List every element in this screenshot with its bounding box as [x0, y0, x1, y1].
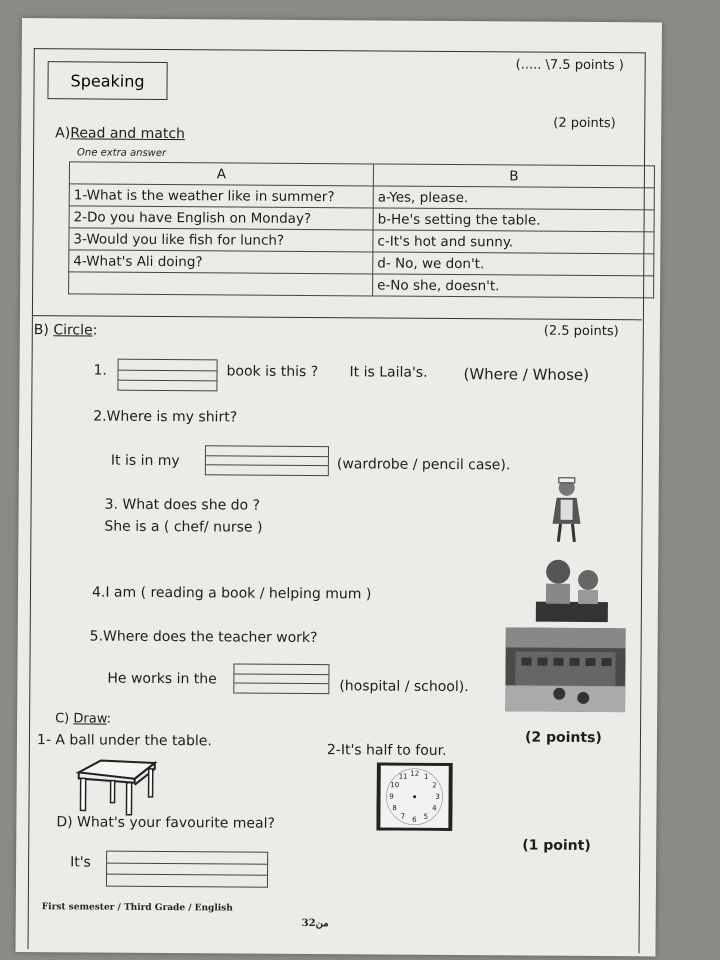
section-a-heading [55, 125, 185, 142]
q1-answer: It is Laila's. [349, 364, 428, 381]
q5-text: He works in the [107, 670, 217, 688]
section-b-title: Circle [53, 322, 93, 339]
answer-blank [205, 445, 329, 476]
section-title-box [47, 61, 167, 100]
question-cell: 4-What's Ali doing? [69, 250, 373, 274]
footer-page: 3من2 [301, 917, 329, 930]
nurse-illustration [544, 476, 589, 548]
clock-numeral: 10 [390, 781, 400, 790]
question-cell [69, 272, 373, 296]
question-cell: 2-Do you have English on Monday? [69, 206, 373, 230]
section-a-points: (2 points) [553, 115, 616, 132]
section-c-heading [55, 711, 111, 726]
q3-question: 3. What does she do ? [104, 496, 261, 514]
answer-blank [233, 663, 329, 694]
clock-numeral: 1 [423, 772, 429, 781]
section-c-points: (2 points) [524, 729, 602, 747]
q2-options: (wardrobe / pencil case). [336, 456, 511, 474]
match-table [68, 161, 655, 298]
answer-blank [117, 359, 217, 392]
col-b-header: B [373, 164, 654, 188]
total-points: (..... \7.5 points ) [515, 57, 624, 74]
q2-text: It is in my [110, 452, 180, 470]
clock-face [376, 762, 452, 831]
q5-options: (hospital / school). [339, 678, 469, 696]
worksheet-page [15, 18, 662, 956]
section-a-title: Read and match [70, 125, 185, 143]
section-a-note: One extra answer [77, 147, 167, 160]
draw-item-1: 1- A ball under the table. [36, 732, 212, 750]
school-illustration [505, 627, 626, 712]
clock-numeral: 9 [389, 792, 394, 801]
question-cell: 3-Would you like fish for lunch? [69, 228, 373, 252]
section-c-letter: C) [55, 711, 70, 727]
answer-cell: c-It's hot and sunny. [373, 230, 654, 254]
section-a-letter: A) [55, 125, 71, 142]
draw-item-2: 2-It's half to four. [326, 742, 447, 759]
table-row [69, 272, 654, 298]
section-b-colon: : [92, 322, 98, 339]
section-b-heading [34, 322, 98, 338]
answer-prefix: It's [70, 854, 91, 871]
footer-course: First semester / Third Grade / English [41, 902, 233, 914]
clock-numeral: 4 [432, 804, 437, 813]
section-c-title: Draw [73, 711, 107, 727]
clock-numeral: 11 [398, 772, 408, 781]
clock-numeral: 6 [412, 815, 417, 824]
section-d-question: D) What's your favourite meal? [56, 814, 276, 832]
section-b-letter: B) [33, 322, 49, 339]
clock-numeral: 7 [400, 812, 406, 821]
q1-number: 1. [93, 362, 107, 379]
table-drawing [74, 758, 158, 819]
children-illustration [534, 556, 610, 625]
clock-numeral: 5 [423, 812, 429, 821]
q2-question: 2.Where is my shirt? [93, 408, 238, 426]
clock-numeral: 8 [392, 804, 397, 813]
section-title: Speaking [70, 70, 145, 91]
answer-cell: a-Yes, please. [373, 186, 654, 210]
answer-cell: e-No she, doesn't. [373, 274, 654, 298]
answer-blank [106, 851, 268, 888]
clock-numeral: 2 [432, 781, 437, 790]
q1-options: (Where / Whose) [463, 365, 590, 384]
clock-numeral: 3 [435, 792, 440, 801]
q1-text: book is this ? [226, 363, 319, 381]
section-d-points: (1 point) [522, 837, 591, 854]
clock-numeral: 12 [410, 769, 420, 778]
col-a-header: A [69, 162, 373, 186]
answer-cell: b-He's setting the table. [373, 208, 654, 232]
q3-text: She is a ( chef/ nurse ) [104, 518, 263, 536]
q5-question: 5.Where does the teacher work? [89, 628, 318, 647]
answer-cell: d- No, we don't. [373, 252, 654, 276]
question-cell: 1-What is the weather like in summer? [69, 184, 373, 208]
q4-text: 4.I am ( reading a book / helping mum ) [91, 584, 372, 603]
section-b-points: (2.5 points) [543, 323, 619, 340]
section-c-colon: : [106, 711, 112, 727]
clock-center [413, 795, 416, 798]
